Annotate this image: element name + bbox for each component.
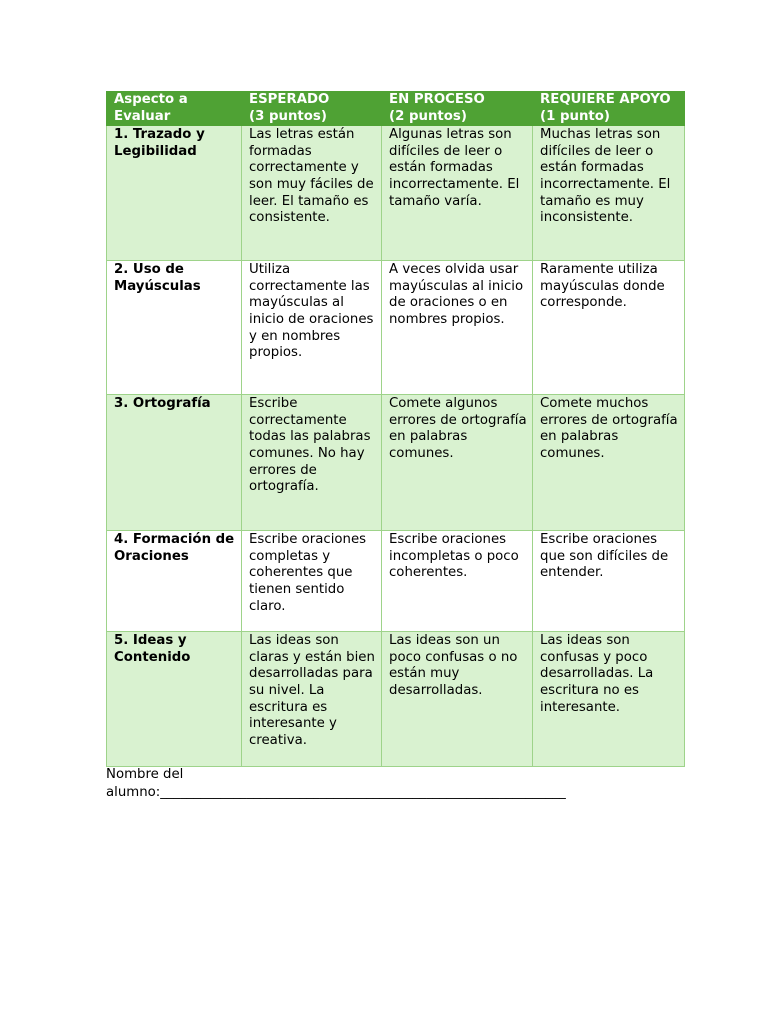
needs-support-cell: Muchas letras son difíciles de leer o están formadas incorrectamente. El tamaño es muy inconsistente. (533, 126, 685, 261)
header-expected: ESPERADO (3 puntos) (242, 92, 382, 126)
aspect-cell: 3. Ortografía (107, 395, 242, 531)
expected-cell: Las ideas son claras y están bien desarrolladas para su nivel. La escritura es interesante y creativa. (242, 632, 382, 767)
table-row (107, 531, 685, 632)
aspect-cell: 4. Formación de Oraciones (107, 531, 242, 632)
in-progress-cell: Escribe oraciones incompletas o poco coherentes. (382, 531, 533, 632)
aspect-cell: 1. Trazado y Legibilidad (107, 126, 242, 261)
table-row (107, 261, 685, 395)
in-progress-cell: Algunas letras son difíciles de leer o están formadas incorrectamente. El tamaño varía. (382, 126, 533, 261)
expected-cell: Escribe correctamente todas las palabras comunes. No hay errores de ortografía. (242, 395, 382, 531)
needs-support-cell: Las ideas son confusas y poco desarrolladas. La escritura no es interesante. (533, 632, 685, 767)
expected-cell: Utiliza correctamente las mayúsculas al inicio de oraciones y en nombres propios. (242, 261, 382, 395)
expected-cell: Escribe oraciones completas y coherentes que tienen sentido claro. (242, 531, 382, 632)
needs-support-cell: Comete muchos errores de ortografía en palabras comunes. (533, 395, 685, 531)
in-progress-cell: Comete algunos errores de ortografía en palabras comunes. (382, 395, 533, 531)
header-aspect: Aspecto a Evaluar (107, 92, 242, 126)
rubric-body (107, 126, 685, 767)
table-row (107, 395, 685, 531)
needs-support-cell: Escribe oraciones que son difíciles de entender. (533, 531, 685, 632)
header-row (107, 92, 685, 126)
table-row (107, 126, 685, 261)
expected-cell: Las letras están formadas correctamente y son muy fáciles de leer. El tamaño es consistente. (242, 126, 382, 261)
header-needs-support: REQUIERE APOYO (1 punto) (533, 92, 685, 126)
rubric-header (107, 92, 685, 126)
table-row (107, 632, 685, 767)
in-progress-cell: Las ideas son un poco confusas o no están muy desarrolladas. (382, 632, 533, 767)
needs-support-cell: Raramente utiliza mayúsculas donde corresponde. (533, 261, 685, 395)
header-in-progress: EN PROCESO (2 puntos) (382, 92, 533, 126)
aspect-cell: 2. Uso de Mayúsculas (107, 261, 242, 395)
rubric-table (106, 91, 685, 767)
student-name-line: Nombre del alumno:_____________________________________________________________ (106, 767, 566, 800)
aspect-cell: 5. Ideas y Contenido (107, 632, 242, 767)
in-progress-cell: A veces olvida usar mayúsculas al inicio de oraciones o en nombres propios. (382, 261, 533, 395)
